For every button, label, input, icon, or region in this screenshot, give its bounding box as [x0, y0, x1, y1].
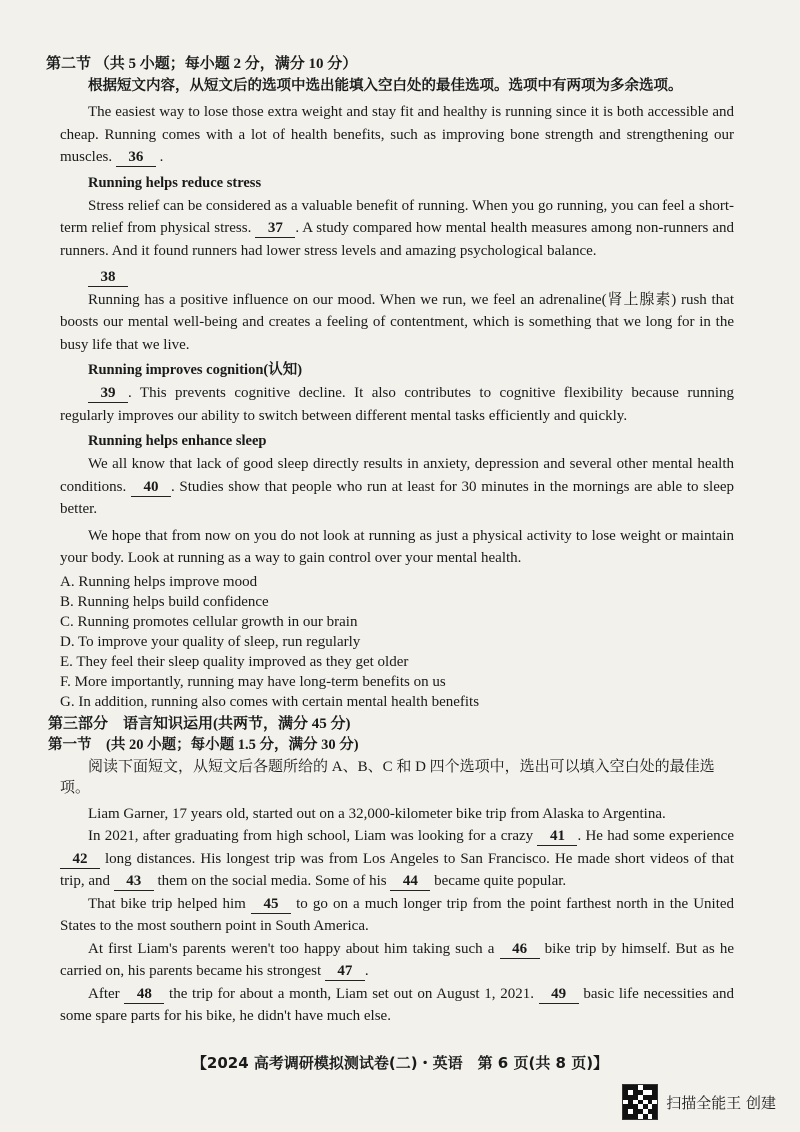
blank-40[interactable]: 40: [131, 479, 171, 497]
section2-title: 第二节 （共 5 小题；每小题 2 分，满分 10 分）: [46, 56, 358, 72]
blank-38-line: [60, 266, 734, 289]
blank-45[interactable]: 45: [251, 896, 291, 914]
blank-43[interactable]: 43: [114, 873, 154, 891]
option-list: [60, 572, 734, 712]
blank-44[interactable]: 44: [390, 873, 430, 891]
option-b[interactable]: B. Running helps build confidence: [60, 593, 269, 610]
subheading-cognition: Running improves cognition(认知): [88, 362, 303, 378]
part3-section1-title: 第一节 (共 20 小题；每小题 1.5 分，满分 30 分): [48, 736, 359, 753]
subheading-stress: Running helps reduce stress: [88, 174, 262, 191]
passage-paragraph: We all know that lack of good sleep directly results in anxiety, depression and several other mental health conditions. 40 . Studies show that people who run at least for 30 minutes in the mornings are able to sleep better.: [60, 456, 735, 517]
option-c[interactable]: C. Running promotes cellular growth in our brain: [60, 613, 358, 630]
cloze-paragraph: After 48 the trip for about a month, Liam set out on August 1, 2021. 49 basic life necessities and some spare parts for his bike, he didn't have much else.: [60, 985, 734, 1024]
passage-paragraph: The easiest way to lose those extra weight and stay fit and healthy is running since it is both accessible and cheap. Running comes with a lot of health benefits, such as improving bone strength and strengthening our muscles. 36 .: [60, 104, 734, 165]
blank-46[interactable]: 46: [500, 941, 540, 959]
blank-47[interactable]: 47: [325, 963, 365, 981]
blank-39[interactable]: 39: [88, 385, 128, 403]
cloze-paragraph: In 2021, after graduating from high school, Liam was looking for a crazy 41 . He had some experience 42 long distances. His longest trip was from Los Angeles to San Francisco. He made short videos of that trip, and 43 them on the social media. Some of his 44 became quite popular.: [60, 828, 734, 889]
passage-paragraph: Stress relief can be considered as a valuable benefit of running. When you go running, you can feel a short-term relief from physical stress. 37 . A study compared how mental health measures among non-runners and runners. And it found runners had lower stress levels and amazing psychological balance.: [60, 197, 734, 259]
blank-42[interactable]: 42: [60, 851, 100, 869]
blank-38[interactable]: 38: [88, 269, 128, 287]
part3-title: 第三部分 语言知识运用(共两节，满分 45 分): [48, 715, 351, 732]
option-f[interactable]: F. More importantly, running may have long-term benefits on us: [60, 673, 446, 690]
passage-paragraph: We hope that from now on you do not look at running as just a physical activity to lose weight or maintain your body. Look at running as a way to gain control over your mental health.: [60, 527, 734, 566]
scanner-label: 扫描全能王 创建: [666, 1093, 776, 1112]
part3-instruction: 阅读下面短文，从短文后各题所给的 A、B、C 和 D 四个选项中，选出可以填入空白处的最佳选项。: [60, 758, 715, 796]
blank-48[interactable]: 48: [124, 986, 164, 1004]
blank-37[interactable]: 37: [255, 220, 295, 238]
option-e[interactable]: E. They feel their sleep quality improved as they get older: [60, 653, 409, 670]
option-d[interactable]: D. To improve your quality of sleep, run regularly: [60, 633, 361, 650]
passage-paragraph: 39 . This prevents cognitive decline. It also contributes to cognitive flexibility because running regularly improves our ability to switch between different mental tasks efficiently and quickly.: [60, 385, 734, 424]
cloze-paragraph: Liam Garner, 17 years old, started out on a 32,000-kilometer bike trip from Alaska to Argentina.: [88, 805, 666, 822]
blank-36[interactable]: 36: [116, 149, 156, 167]
passage-paragraph: Running has a positive influence on our mood. When we run, we feel an adrenaline(肾上腺素) rush that boosts our mental well-being and creates a feeling of contentment, which is something that we long for in the busy life that we live.: [60, 291, 734, 353]
cloze-paragraph: That bike trip helped him 45 to go on a much longer trip from the point farthest north in the United States to the most southern point in South America.: [60, 895, 735, 934]
option-a[interactable]: A. Running helps improve mood: [60, 573, 258, 590]
option-g[interactable]: G. In addition, running also comes with certain mental health benefits: [60, 693, 480, 710]
blank-49[interactable]: 49: [539, 986, 579, 1004]
scanner-watermark: [622, 1084, 776, 1120]
qr-code-icon: [622, 1084, 658, 1120]
subheading-sleep: Running helps enhance sleep: [88, 433, 267, 449]
section2-instruction: 根据短文内容，从短文后的选项中选出能填入空白处的最佳选项。选项中有两项为多余选项。: [88, 78, 683, 94]
page-footer: 【2024 高考调研模拟测试卷(二)・英语 第 6 页(共 8 页)】: [191, 1054, 609, 1072]
cloze-paragraph: At first Liam's parents weren't too happy about him taking such a 46 bike trip by himself. But as he carried on, his parents became his strongest 47 .: [60, 940, 735, 979]
blank-41[interactable]: 41: [537, 828, 577, 846]
